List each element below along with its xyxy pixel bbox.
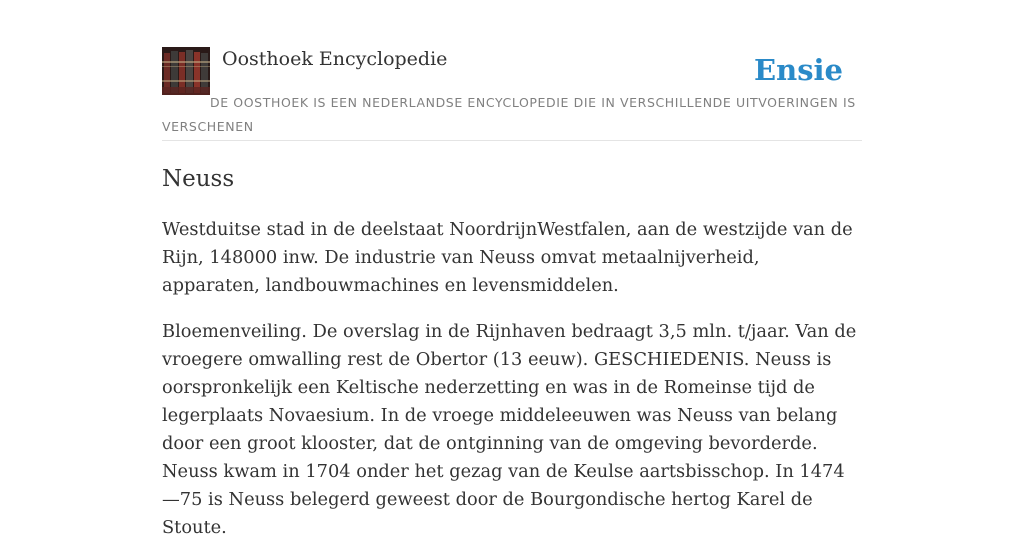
article-body <box>162 216 862 560</box>
brand-logo[interactable]: Ensie <box>754 53 843 87</box>
article-paragraph: Westduitse stad in de deelstaat NoordrijnWestfalen, aan de westzijde van de Rijn, 148000 inw. De industrie van Neuss omvat metaalnijverheid, apparaten, landbouwmachines en levensmiddelen. <box>162 219 853 296</box>
site-tagline: DE OOSTHOEK IS EEN NEDERLANDSE ENCYCLOPEDIE DIE IN VERSCHILLENDE UITVOERINGEN IS VERSCHENEN <box>162 95 856 134</box>
site-header <box>162 47 862 141</box>
site-name[interactable]: Oosthoek Encyclopedie <box>222 48 448 70</box>
article-paragraph: Bloemenveiling. De overslag in de Rijnhaven bedraagt 3,5 mln. t/jaar. Van de vroegere omwalling rest de Obertor (13 eeuw). GESCHIEDENIS. Neuss is oorspronkelijk een Keltische nederzetting en was in de Romeinse tijd de legerplaats Novaesium. In de vroege middeleeuwen was Neuss van belang door een groot klooster, dat de ontginning van de omgeving bevorderde. Neuss kwam in 1704 onder het gezag van de Keulse aartsbisschop. In 1474—75 is Neuss belegerd geweest door de Bourgondische hertog Karel de Stoute. <box>162 321 857 538</box>
article-title: Neuss <box>162 166 235 192</box>
encyclopedia-books-icon[interactable] <box>162 47 210 95</box>
